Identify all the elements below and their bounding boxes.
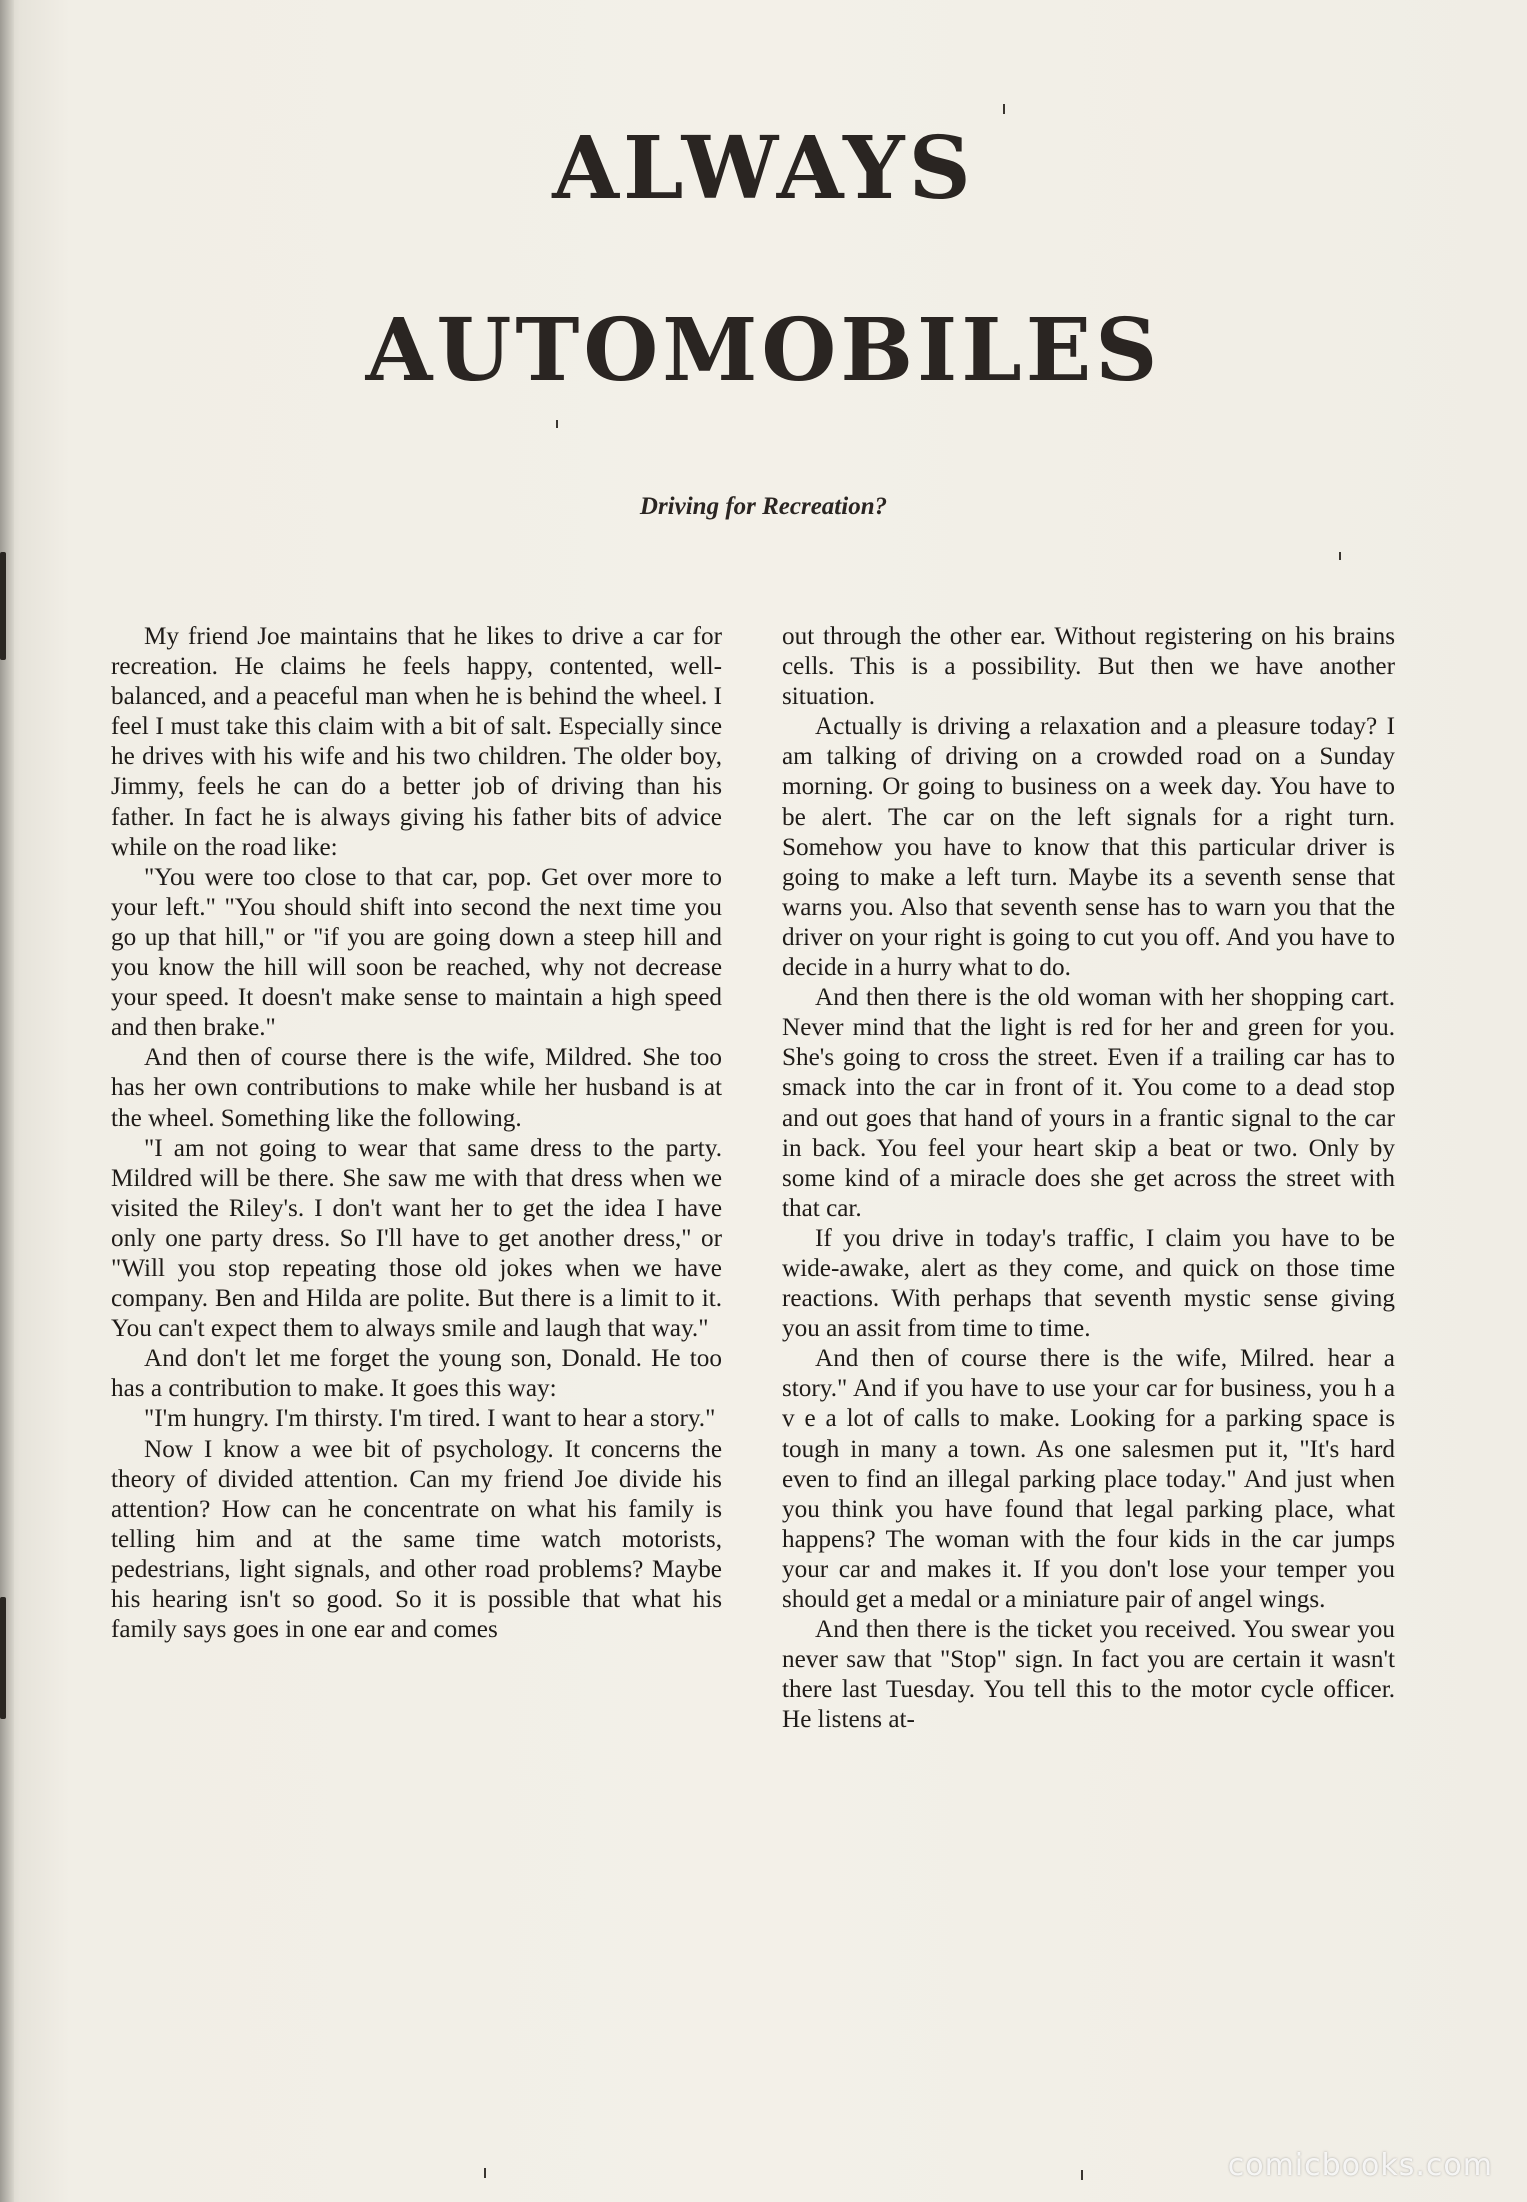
paragraph: "I am not going to wear that same dress to the party. Mildred will be there. She saw me with that dress when we visited the Riley's. I don't want her to get the idea I have only one party dress. So I'll have to get another dress," or "Will you stop repeating those old jokes when we have company. Ben and Hilda are polite. But there is a limit to it. You can't expect them to always smile and laugh that way." (111, 1134, 722, 1343)
paragraph: If you drive in today's traffic, I claim you have to be wide-awake, alert as they come, and quick on those time reactions. With perhaps that seventh mystic sense giving you an assit from time to time. (782, 1224, 1395, 1343)
site-watermark: comicbooks.com (1227, 2148, 1493, 2183)
paragraph: And then of course there is the wife, Milred. hear a story." And if you have to use your car for business, you h a v e a lot of calls to make. Looking for a parking space is tough in many a town. As one salesmen put it, "It's hard even to find an illegal parking place today." And just when you think you have found that legal parking place, what happens? The woman with the four kids in the car jumps your car and makes it. If you don't lose your temper you should get a medal or a miniature pair of angel wings. (782, 1345, 1395, 1613)
spine-mark (0, 1597, 6, 1719)
paragraph: "I'm hungry. I'm thirsty. I'm tired. I want to hear a story." (144, 1405, 716, 1433)
paragraph: And then of course there is the wife, Mildred. She too has her own contributions to make while her husband is at the wheel. Something like the following. (111, 1044, 722, 1132)
print-speck (1339, 552, 1341, 560)
paragraph: Now I know a wee bit of psychology. It concerns the theory of divided attention. Can my friend Joe divide his attention? How can he concentrate on what his family is telling him and at the same time watch motorists, pedestrians, light signals, and other road problems? Maybe his hearing isn't so good. So it is possible that what his family says goes in one ear and comes (111, 1435, 722, 1644)
paragraph: My friend Joe maintains that he likes to drive a car for recreation. He claims he feels happy, contented, well-balanced, and a peaceful man when he is behind the wheel. I feel I must take this claim with a bit of salt. Especially since he drives with his wife and his two children. The older boy, Jimmy, feels he can do a better job of driving than his father. In fact he is always giving his father bits of advice while on the road like: (111, 623, 722, 861)
paragraph-continued: out through the other ear. Without registering on his brains cells. This is a possibility. But then we have another situation. (782, 623, 1395, 711)
paragraph: And don't let me forget the young son, Donald. He too has a contribution to make. It goes this way: (111, 1345, 722, 1403)
paragraph: And then there is the ticket you received. You swear you never saw that "Stop" sign. In fact you are certain it wasn't there last Tuesday. You tell this to the motor cycle officer. He listens at- (782, 1616, 1395, 1734)
print-speck (1003, 104, 1005, 114)
paragraph: "You were too close to that car, pop. Get over more to your left." "You should shift into second the next time you go up that hill," or "if you are going down a steep hill and you know the hill will soon be reached, why not decrease your speed. It doesn't make sense to maintain a high speed and then brake." (111, 863, 722, 1042)
paragraph: And then there is the old woman with her shopping cart. Never mind that the light is red for her and green for you. She's going to cross the street. Even if a trailing car has to smack into the car in front of it. You come to a dead stop and out goes that hand of yours in a frantic signal to the car in back. You feel your heart skip a beat or two. Only by some kind of a miracle does she get across the street with that car. (782, 984, 1395, 1222)
spine-mark (0, 552, 6, 660)
right-text-column (782, 622, 1395, 1735)
left-text-column (111, 622, 722, 1645)
print-speck (556, 420, 558, 428)
article-subtitle: Driving for Recreation? (639, 493, 888, 520)
print-speck (1081, 2170, 1083, 2180)
article-title-line-1: ALWAYS (552, 118, 975, 219)
article-title-line-2: AUTOMOBILES (365, 300, 1162, 401)
print-speck (484, 2168, 486, 2178)
paragraph: Actually is driving a relaxation and a pleasure today? I am talking of driving on a crowded road on a Sunday morning. Or going to business on a week day. You have to be alert. The car on the left signals for a right turn. Somehow you have to know that this particular driver is going to make a left turn. Maybe its a seventh sense that warns you. Also that seventh sense has to warn you that the driver on your right is going to cut you off. And you have to decide in a hurry what to do. (782, 713, 1395, 982)
